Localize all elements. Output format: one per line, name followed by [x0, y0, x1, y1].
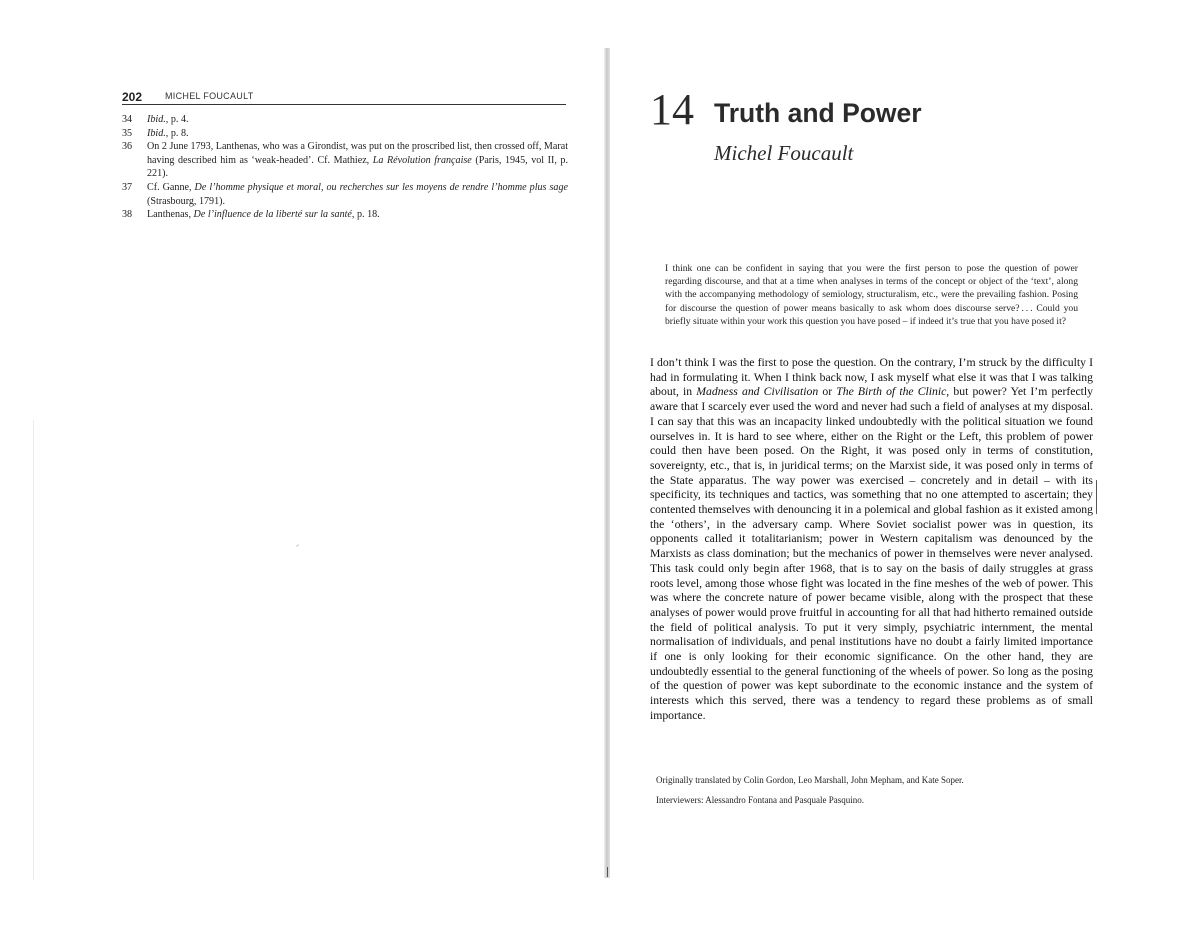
endnotes-list	[122, 113, 568, 222]
text-run: , p. 4.	[165, 114, 189, 125]
italic-title: La Révolution française	[372, 154, 472, 166]
italic-title: De l’influence de la liberté sur la santé	[193, 209, 352, 221]
book-spine	[604, 48, 610, 878]
text-run: or	[818, 385, 837, 399]
text-run: , p. 8.	[165, 127, 189, 139]
margin-bracket-mark	[1096, 480, 1097, 514]
italic-title: Ibid.	[147, 127, 166, 139]
text-run: (Paris, 1945, vol II, p. 221).	[147, 154, 569, 180]
interview-answer	[650, 356, 1093, 724]
left-page-edge	[33, 420, 34, 880]
endnote-text	[147, 208, 568, 222]
endnote-36	[122, 140, 568, 181]
spine-mark	[607, 867, 608, 877]
text-run: Lanthenas,	[147, 209, 194, 221]
scan-speck	[296, 544, 299, 547]
endnote-38	[122, 208, 568, 222]
endnote-34	[122, 113, 568, 127]
text-run: I don’t think I was the first to pose the question. On the contrary, I’m struck by the difficulty I had in formulating it. When I think back now, I ask myself what else it was that I was talking about, in	[650, 356, 1093, 399]
endnote-35	[122, 127, 568, 141]
endnote-number: 35	[122, 127, 133, 139]
text-run: , p. 18.	[351, 209, 380, 221]
chapter-author: Michel Foucault	[714, 141, 854, 165]
running-title: MICHEL FOUCAULT	[165, 91, 254, 101]
endnote-text	[147, 127, 568, 141]
text-run: (Strasbourg, 1791).	[147, 195, 226, 207]
endnote-text	[147, 113, 568, 127]
endnote-number: 38	[122, 209, 133, 221]
endnote-text	[147, 140, 568, 181]
translation-credit: Originally translated by Colin Gordon, Leo Marshall, John Mepham, and Kate Soper.	[656, 775, 964, 785]
interview-question: I think one can be confident in saying that you were the first person to pose the question of power regarding discourse, and that at a time when analyses in terms of the concept or object of the ‘text’, along with the accompanying methodology of semiology, structuralism, etc., were the prevailing fashion. Posing for discourse the question of power means basically to ask whom does discourse serve? . . . Could you briefly situate within your work this question you have posed – if indeed it’s true that you have posed it?	[665, 263, 1078, 327]
endnote-text	[147, 181, 568, 208]
italic-title: Madness and Civilisation	[696, 385, 819, 399]
italic-title: Ibid.	[147, 114, 166, 125]
endnote-number: 34	[122, 114, 133, 125]
chapter-number: 14	[650, 85, 694, 134]
endnote-number: 36	[122, 141, 133, 153]
endnote-number: 37	[122, 181, 133, 193]
running-head	[122, 90, 566, 105]
endnote-37	[122, 181, 568, 208]
text-run: On 2 June 1793, Lanthenas, who was a Girondist, was put on the proscribed list, then crossed off, Marat having described him as ‘weak-headed’. Cf. Mathiez,	[147, 141, 568, 166]
text-run: Cf. Ganne,	[147, 181, 195, 193]
interviewers-credit: Interviewers: Alessandro Fontana and Pasquale Pasquino.	[656, 795, 864, 805]
page-number: 202	[122, 90, 143, 104]
text-run: but power? Yet I’m perfectly aware that I scarcely ever used the word and never had such a field of analyses at my disposal. I can say that this was an incapacity linked undoubtedly with the political situation we found ourselves in. It is hard to see where, either on the Right or the Left, this problem of power could then have been posed. On the Right, it was posed only in terms of constitution, sovereignty, etc., that is, in juridical terms; on the Marxist side, it was posed only in terms of the State apparatus. The way power was exercised – concretely and in detail – with its specificity, its techniques and tactics, was something that no one attempted to ascertain; they contented themselves with denouncing it in a polemical and global fashion as it existed among the ‘others’, in the adversary camp. Where Soviet socialist power was in question, its opponents called it totalitarianism; power in Western capitalism was denounced by the Marxists as class domination; but the mechanics of power in themselves were never analysed. This task could only begin after 1968, that is to say on the basis of daily struggles at grass roots level, among those whose fight was located in the fine meshes of the web of power. This was where the concrete nature of power became visible, along with the prospect that these analyses of power would prove fruitful in accounting for all that had hitherto remained outside the field of political analysis. To put it very simply, psychiatric internment, the mental normalisation of individuals, and penal institutions have no doubt a fairly limited importance if one is only looking for their economic significance. On the other hand, they are undoubtedly essential to the general functioning of the wheels of power. So long as the posing of the question of power was kept subordinate to the economic instance and the system of interests which this served, there was a tendency to regard these problems as of small importance.	[650, 385, 1093, 722]
italic-title: The Birth of the Clinic,	[836, 385, 950, 399]
chapter-title: Truth and Power	[714, 98, 922, 128]
italic-title: De l’homme physique et moral, ou recherches sur les moyens de rendre l’homme plus sage	[194, 181, 568, 193]
